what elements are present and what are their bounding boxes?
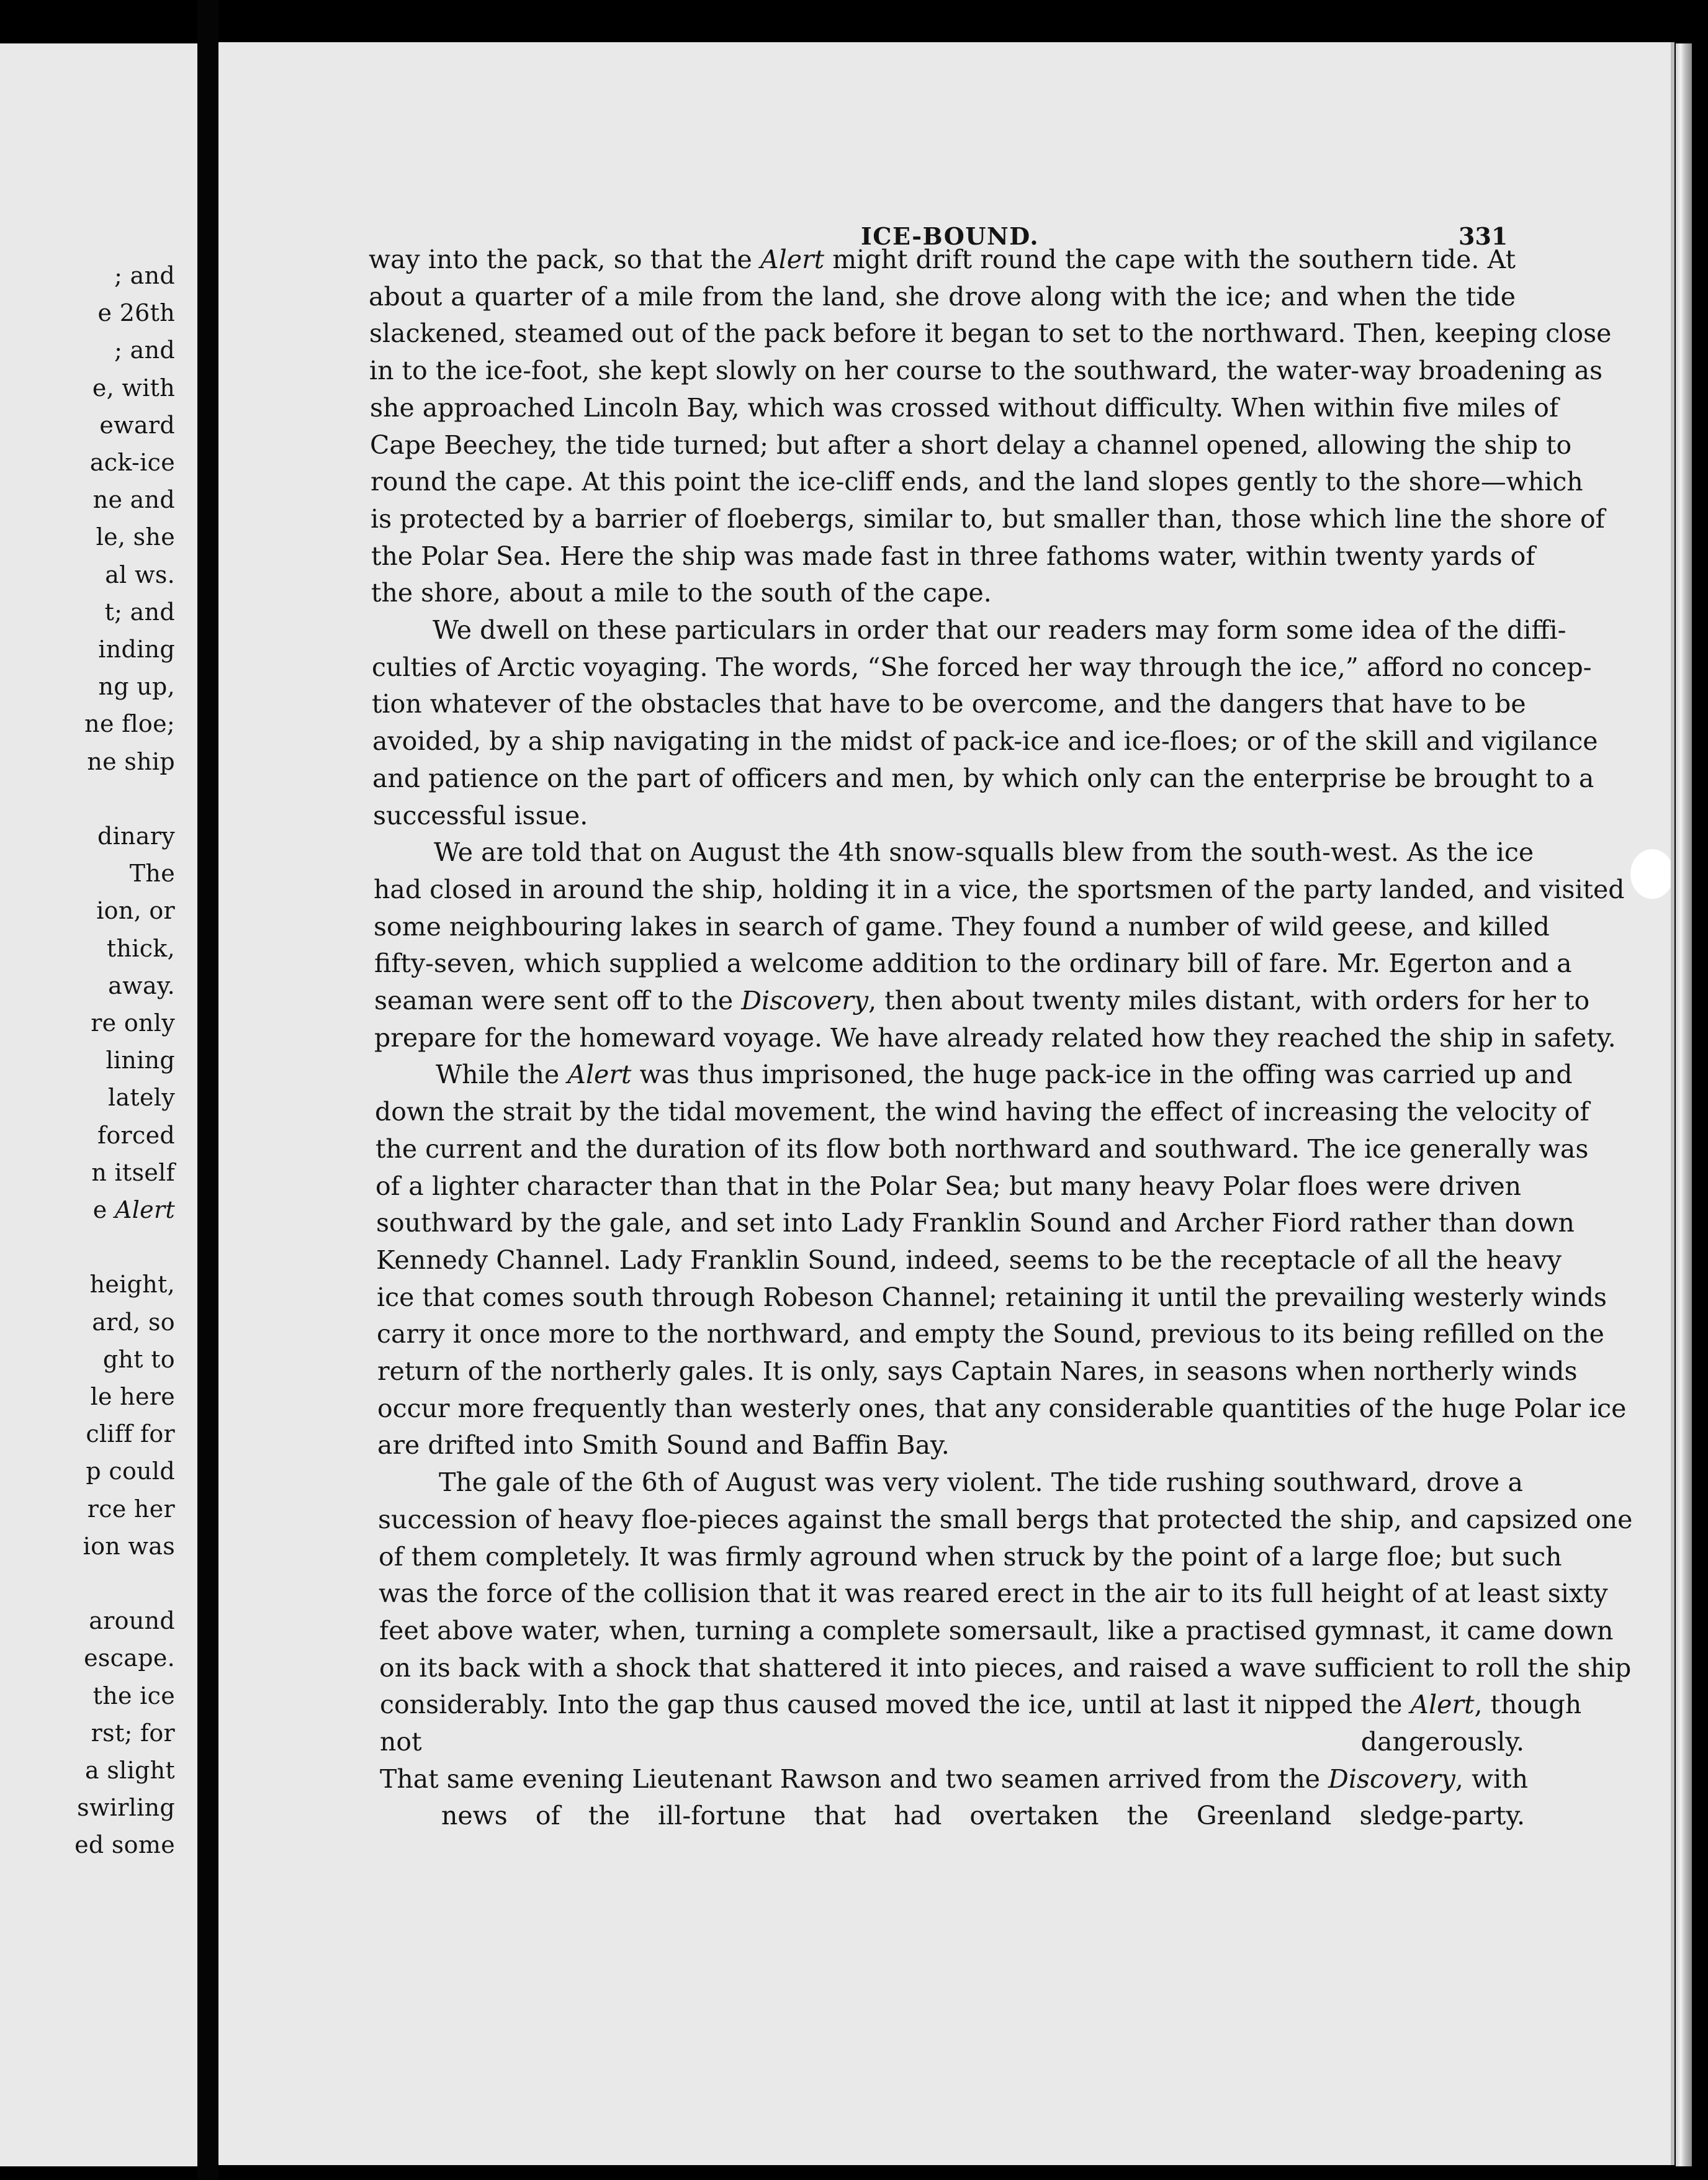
- left-page-line: ne floe;: [84, 710, 175, 738]
- body-line: occur more frequently than westerly ones, that any considerable quantities of the huge Polar ice: [377, 1393, 1627, 1423]
- body-line: of them completely. It was firmly aground when struck by the point of a large floe; but such: [379, 1541, 1562, 1572]
- body-line: ice that comes south through Robeson Channel; retaining it until the prevailing westerly winds: [377, 1282, 1607, 1312]
- left-page-line: swirling: [77, 1794, 175, 1822]
- body-line: succession of heavy floe-pieces against the small bergs that protected the ship, and capsized one: [378, 1504, 1633, 1534]
- left-page-line: ion was: [83, 1532, 175, 1560]
- body-line: way into the pack, so that the Alert might drift round the cape with the southern tide. At: [369, 245, 1516, 274]
- ship-name: Alert: [567, 1060, 632, 1090]
- left-page-line: le, she: [96, 523, 175, 551]
- body-line: in to the ice-foot, she kept slowly on her course to the southward, the water-way broadening as: [369, 356, 1603, 386]
- ship-name: Discovery: [741, 986, 869, 1016]
- body-line: feet above water, when, turning a complete somersault, like a practised gymnast, it came down: [379, 1615, 1614, 1646]
- body-line: That same evening Lieutenant Rawson and two seamen arrived from the Discovery, with: [380, 1763, 1529, 1794]
- left-page-line: p could: [86, 1457, 175, 1485]
- left-page-line: The: [129, 860, 175, 888]
- left-page-line: away.: [108, 971, 175, 999]
- left-page-line: e Alert: [92, 1196, 175, 1223]
- ship-name: Alert: [760, 245, 825, 274]
- main-page: [218, 42, 1674, 2165]
- left-page-line: ne and: [92, 486, 175, 514]
- left-page-line: t; and: [104, 598, 175, 626]
- body-line: We are told that on August the 4th snow-squalls blew from the south-west. As the ice: [434, 837, 1534, 868]
- left-page-line: escape.: [84, 1644, 175, 1672]
- body-line: about a quarter of a mile from the land, she drove along with the ice; and when the tide: [369, 281, 1516, 312]
- book-spine: [197, 0, 218, 2180]
- body-line: fifty-seven, which supplied a welcome addition to the ordinary bill of fare. Mr. Egerton and a: [374, 948, 1572, 979]
- body-line: slackened, steamed out of the pack before it began to set to the northward. Then, keeping close: [369, 318, 1612, 349]
- body-line: considerably. Into the gap thus caused moved the ice, until at last it nipped the Alert, though: [380, 1690, 1582, 1720]
- body-line: The gale of the 6th of August was very violent. The tide rushing southward, drove a: [439, 1467, 1523, 1498]
- body-line: Kennedy Channel. Lady Franklin Sound, indeed, seems to be the receptacle of all the heavy: [376, 1245, 1562, 1275]
- left-page-line: thick,: [106, 934, 175, 962]
- left-page-line: rst; for: [91, 1719, 175, 1747]
- left-page-line: lately: [108, 1084, 175, 1112]
- body-line: avoided, by a ship navigating in the midst of pack-ice and ice-floes; or of the skill and vigilance: [372, 726, 1598, 757]
- left-page-line: rce her: [87, 1495, 175, 1523]
- body-line: and patience on the part of officers and men, by which only can the enterprise be brought to a: [372, 763, 1594, 793]
- body-line: return of the northerly gales. It is only, says Captain Nares, in seasons when northerly winds: [377, 1356, 1578, 1386]
- body-line: round the cape. At this point the ice-cliff ends, and the land slopes gently to the shore—which: [371, 467, 1583, 497]
- left-page-line: a slight: [84, 1757, 175, 1784]
- left-page-line: al ws.: [105, 561, 175, 588]
- left-page-line: cliff for: [86, 1420, 175, 1448]
- left-page-line: ard, so: [92, 1308, 175, 1336]
- left-page-line: ack-ice: [89, 449, 175, 476]
- left-page-line: lining: [106, 1047, 175, 1074]
- body-line: tion whatever of the obstacles that have to be overcome, and the dangers that have to be: [372, 689, 1526, 719]
- body-line: culties of Arctic voyaging. The words, “She forced her way through the ice,” afford no concep-: [372, 652, 1592, 682]
- body-line: down the strait by the tidal movement, the wind having the effect of increasing the velocity of: [375, 1097, 1589, 1127]
- ship-name: Discovery: [1328, 1763, 1455, 1794]
- left-page-line: ng up,: [98, 673, 175, 701]
- left-page-line: re only: [91, 1009, 175, 1037]
- body-line: is protected by a barrier of floebergs, similar to, but smaller than, those which line the shore of: [371, 503, 1605, 534]
- body-line: some neighbouring lakes in search of game. They found a number of wild geese, and killed: [374, 911, 1550, 942]
- left-page-line: n itself: [91, 1158, 175, 1186]
- left-page-line: ; and: [114, 262, 175, 289]
- body-line: the current and the duration of its flow both northward and southward. The ice generally was: [375, 1133, 1589, 1164]
- body-line: southward by the gale, and set into Lady Franklin Sound and Archer Fiord rather than down: [376, 1208, 1575, 1238]
- body-line: are drifted into Smith Sound and Baffin Bay.: [377, 1430, 950, 1461]
- left-page: [0, 43, 201, 2166]
- body-line: While the Alert was thus imprisoned, the huge pack-ice in the offing was carried up and: [436, 1060, 1573, 1090]
- left-page-line: ne ship: [87, 747, 175, 775]
- running-title: ICE-BOUND.: [861, 222, 1040, 250]
- body-line: seaman were sent off to the Discovery, then about twenty miles distant, with orders for her to: [374, 986, 1590, 1016]
- page-number: 331: [1459, 222, 1508, 250]
- page-edge: [1676, 43, 1692, 2166]
- left-page-line: eward: [99, 411, 175, 439]
- left-page-line: ion, or: [96, 897, 175, 925]
- left-page-line: inding: [98, 636, 175, 663]
- body-line: was the force of the collision that it was reared erect in the air to its full height of at least sixty: [379, 1579, 1608, 1609]
- left-page-line: ed some: [74, 1831, 175, 1859]
- left-page-line: forced: [97, 1121, 175, 1149]
- body-line: successful issue.: [373, 800, 588, 831]
- ship-name: Alert: [114, 1196, 175, 1223]
- paper-blemish: [1630, 849, 1674, 899]
- body-line: news of the ill-fortune that had overtaken the Greenland sledge-party.: [441, 1801, 1525, 1831]
- ship-name: Alert: [1410, 1690, 1475, 1720]
- left-page-line: e 26th: [97, 299, 175, 327]
- body-line: of a lighter character than that in the Polar Sea; but many heavy Polar floes were driven: [375, 1171, 1521, 1201]
- body-line: on its back with a shock that shattered it into pieces, and raised a wave sufficient to roll the ship: [379, 1652, 1632, 1683]
- left-page-line: dinary: [97, 822, 175, 850]
- body-line: carry it once more to the northward, and empty the Sound, previous to its being refilled on the: [377, 1319, 1604, 1349]
- body-line: prepare for the homeward voyage. We have already related how they reached the ship in safety.: [374, 1022, 1616, 1053]
- left-page-line: height,: [89, 1271, 175, 1299]
- left-page-line: le here: [90, 1383, 175, 1410]
- body-line: not dangerously.: [380, 1727, 1524, 1757]
- left-page-line: ; and: [114, 336, 175, 364]
- body-line: We dwell on these particulars in order that our readers may form some idea of the diffi-: [433, 615, 1566, 645]
- left-page-line: the ice: [92, 1682, 175, 1709]
- left-page-line: ght to: [102, 1345, 175, 1373]
- body-line: the shore, about a mile to the south of the cape.: [371, 578, 992, 608]
- body-line: Cape Beechey, the tide turned; but after a short delay a channel opened, allowing the ship to: [370, 430, 1572, 460]
- body-line: the Polar Sea. Here the ship was made fast in three fathoms water, within twenty yards of: [371, 541, 1535, 571]
- body-line: she approached Lincoln Bay, which was crossed without difficulty. When within five miles of: [370, 392, 1559, 423]
- body-line: had closed in around the ship, holding it in a vice, the sportsmen of the party landed, and visited: [374, 874, 1625, 904]
- left-page-line: e, with: [92, 374, 175, 402]
- left-page-line: around: [89, 1607, 175, 1635]
